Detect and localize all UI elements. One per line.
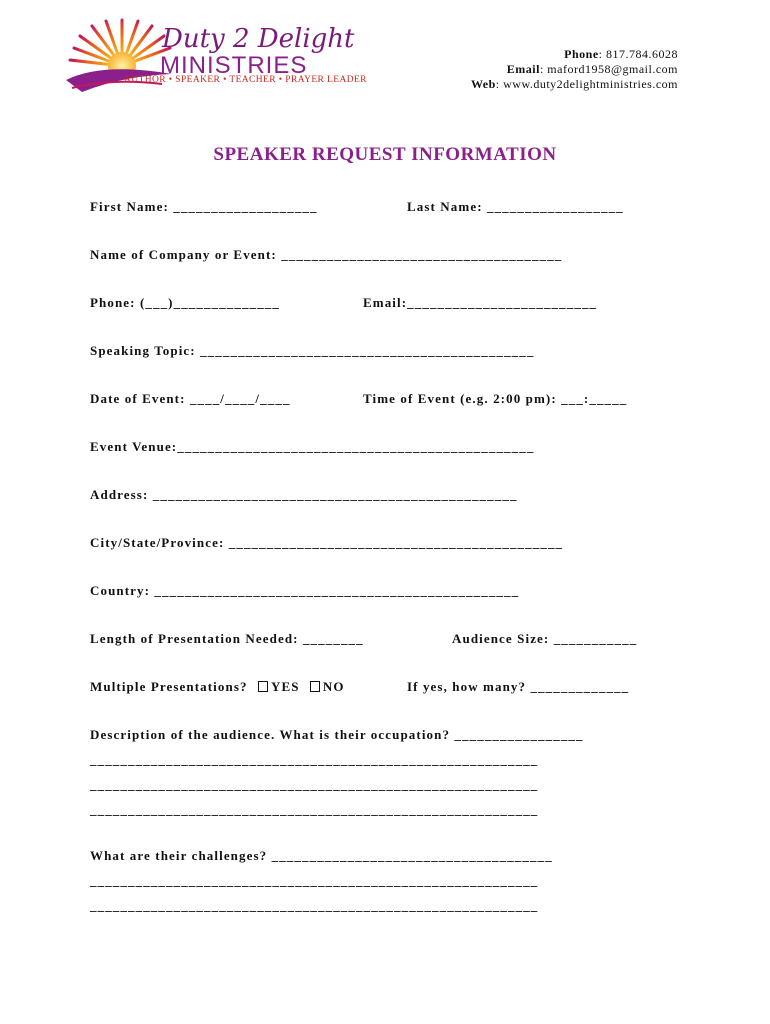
contact-email: [471, 62, 678, 77]
speaking-topic-field[interactable]: Speaking Topic: ____________________________________________: [90, 343, 535, 358]
contact-phone: [471, 47, 678, 62]
event-date-field[interactable]: Date of Event: ____/____/____: [90, 391, 291, 406]
web-value[interactable]: : www.duty2delightministries.com: [495, 77, 678, 91]
presentation-length-field[interactable]: Length of Presentation Needed: ________: [90, 631, 364, 646]
country-field[interactable]: Country: ________________________________________________: [90, 583, 520, 598]
multiple-presentations: [90, 679, 345, 695]
description-line-3[interactable]: ___________________________________________________________: [90, 802, 539, 817]
logo-subtitle: MINISTRIES: [160, 52, 308, 79]
no-label: NO: [322, 679, 345, 694]
challenges-field[interactable]: What are their challenges? _____________________________________: [90, 848, 553, 863]
page-title: SPEAKER REQUEST INFORMATION: [213, 144, 557, 165]
multiple-presentations-label: Multiple Presentations?: [90, 679, 248, 694]
description-line-1[interactable]: ___________________________________________________________: [90, 752, 539, 767]
phone-label: Phone: [564, 47, 599, 61]
first-name-field[interactable]: First Name: ___________________: [90, 199, 318, 214]
contact-info: [471, 47, 678, 92]
event-venue-field[interactable]: Event Venue:_______________________________________________: [90, 439, 535, 454]
ministry-logo: [62, 18, 392, 102]
phone-value: : 817.784.6028: [598, 47, 678, 61]
email-label: Email: [506, 62, 540, 76]
web-label: Web: [470, 77, 496, 91]
city-state-field[interactable]: City/State/Province: ____________________________________________: [90, 535, 564, 550]
company-field[interactable]: Name of Company or Event: _____________________________________: [90, 247, 563, 262]
address-field[interactable]: Address: ________________________________________________: [90, 487, 518, 502]
how-many-field[interactable]: If yes, how many? _____________: [407, 679, 630, 694]
email-value[interactable]: : maford1958@gmail.com: [539, 62, 678, 76]
logo-title: Duty 2 Delight: [162, 24, 355, 54]
challenges-line-2[interactable]: ___________________________________________________________: [90, 898, 539, 913]
no-checkbox[interactable]: [310, 681, 320, 692]
yes-label: YES: [270, 679, 300, 694]
audience-size-field[interactable]: Audience Size: ___________: [452, 631, 638, 646]
email-field[interactable]: Email:_________________________: [363, 295, 598, 310]
logo-tagline: AUTHOR • SPEAKER • TEACHER • PRAYER LEADER: [124, 75, 367, 85]
description-line-2[interactable]: ___________________________________________________________: [90, 777, 539, 792]
contact-web: [471, 77, 678, 92]
last-name-field[interactable]: Last Name: __________________: [407, 199, 624, 214]
phone-field[interactable]: Phone: (___)______________: [90, 295, 281, 310]
event-time-field[interactable]: Time of Event (e.g. 2:00 pm): ___:_____: [363, 391, 628, 406]
audience-description-field[interactable]: Description of the audience. What is their occupation? _________________: [90, 727, 584, 742]
challenges-line-1[interactable]: ___________________________________________________________: [90, 873, 539, 888]
yes-checkbox[interactable]: [258, 681, 268, 692]
